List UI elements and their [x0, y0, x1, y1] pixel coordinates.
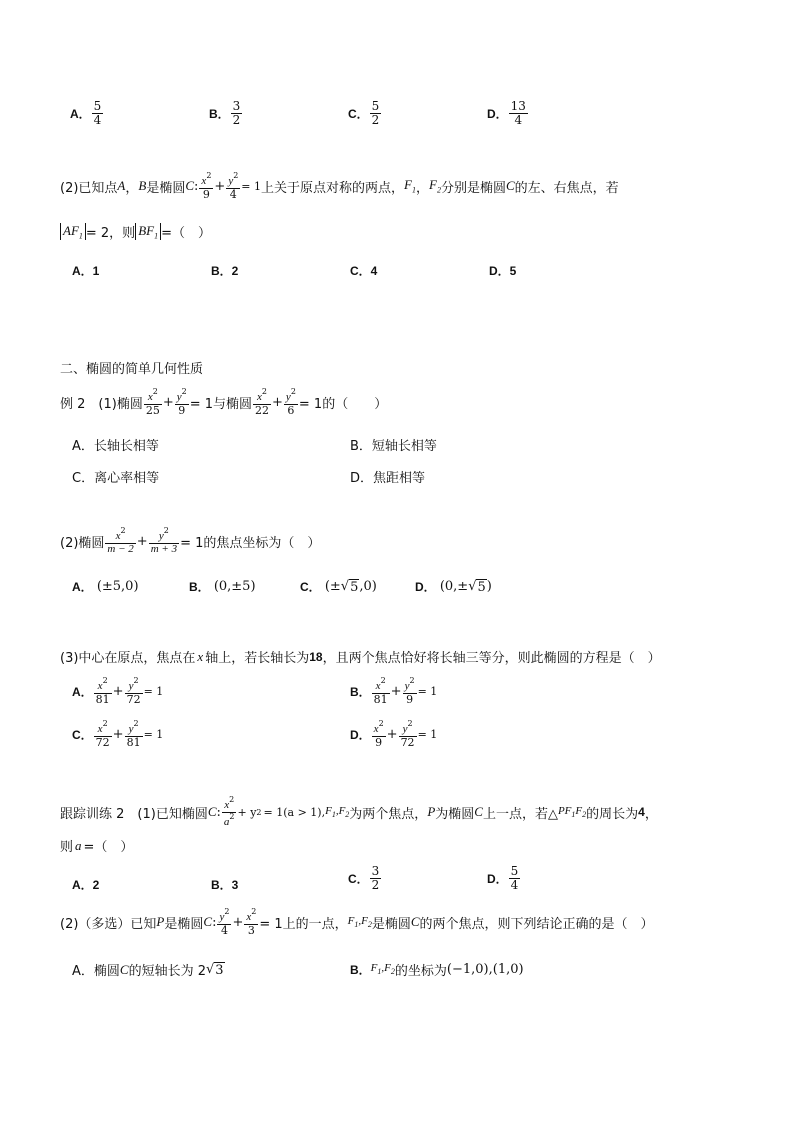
denominator: 4 [514, 112, 523, 127]
option-b: B． (0,±5) [189, 579, 256, 594]
var-a: A [117, 178, 126, 194]
track-2-1-line2: 则 a =（ ） [60, 837, 134, 855]
colon: : [194, 178, 199, 194]
fraction [370, 100, 382, 126]
prev-option-c [348, 100, 382, 126]
option-d: D． (0,± √ 5 ) [415, 579, 492, 595]
equals-one: = 1 [241, 179, 262, 193]
option-a: A．1 [72, 264, 100, 278]
denominator: 4 [93, 112, 102, 127]
var-c: C [505, 178, 515, 194]
var-y: y [228, 175, 234, 187]
denominator: 2 [232, 112, 241, 127]
stem-text: (2)已知点 [60, 180, 118, 196]
option-d: D． $\frac{x^2}{9}$ + $\frac{y^2}{72}$ = 1 [350, 719, 438, 749]
option-a: A． (±5,0) [72, 579, 139, 594]
denominator: 4 [229, 187, 237, 201]
option-a: A．长轴长相等 [72, 439, 159, 454]
option-label: D． [487, 106, 508, 121]
numerator: 5 [93, 99, 102, 113]
option-label: A． [70, 106, 91, 121]
option-label: C． [348, 106, 369, 121]
var-x: x [201, 175, 207, 187]
section-title: 二、椭圆的简单几何性质 [60, 362, 204, 377]
stem-text: = 2，则 [85, 226, 136, 241]
fraction-y2-4: $\frac{y^2}{4}$ [228, 171, 239, 201]
denominator: 9 [202, 187, 210, 201]
fraction-x2-9: $\frac{x^2}{9}$ [201, 171, 212, 201]
denominator: 2 [371, 112, 380, 127]
option-c: C．离心率相等 [72, 471, 160, 486]
stem-text: 例 2 (1)椭圆 [60, 396, 143, 412]
fraction [509, 100, 528, 126]
option-d: D．焦距相等 [350, 471, 426, 486]
option-b: B．短轴长相等 [350, 439, 437, 454]
stem-text: 分别是椭圆 [440, 180, 506, 196]
option-b: B．2 [211, 264, 239, 278]
option-c: C． $\frac{3}{2}$ [348, 864, 380, 892]
var-c: C [185, 178, 195, 194]
comma: ， [125, 180, 139, 196]
var-f2: $F_2$ [429, 177, 441, 195]
stem-text: =（ ） [161, 226, 211, 241]
fraction-x2-22: $\frac{x^2}{22}$ [255, 387, 270, 417]
fraction [92, 100, 104, 126]
track-2-2-stem: (2)（多选）已知 P 是椭圆 C : $\frac{y^2}{4}$ + $\frac{x^2}{3}$ = 1上的一点， $F_1,F_2$ 是椭圆 C 的两个焦点，则下列结论正确的是（ ） [60, 907, 654, 937]
fraction-x2-m-2: $\frac{x^2}{m - 2}$ [107, 526, 134, 555]
stem-text: 上关于原点对称的两点， [261, 180, 405, 196]
stem-text: = 1与椭圆 [189, 396, 253, 412]
fraction-y2-9: $\frac{y^2}{9}$ [176, 387, 187, 417]
stem-text: = 1的（ ） [298, 396, 388, 412]
var-b: B [138, 178, 147, 194]
option-a: A．2 [72, 878, 100, 892]
abs-bf1: $BF_1$ [135, 223, 161, 241]
stem-text: 的左、右焦点，若 [514, 180, 619, 196]
question-1-2-line2 [60, 222, 211, 241]
numerator: 3 [232, 99, 241, 113]
option-b: B． $\frac{x^2}{81}$ + $\frac{y^2}{9}$ = 1 [350, 676, 438, 706]
prev-option-d [487, 100, 529, 126]
option-a: A．椭圆 C 的短轴长为 2 √ 3 [72, 961, 224, 979]
option-c: C． (± √ 5 ,0) [300, 579, 377, 595]
option-label: B． [209, 106, 230, 121]
numerator: 13 [510, 99, 526, 113]
var-f1: $F_1$ [404, 177, 416, 195]
fraction [231, 100, 243, 126]
stem-text: (2)椭圆 [60, 535, 105, 551]
option-b: B． $F_1,F_2$ 的坐标为 (−1,0),(1,0) [350, 962, 524, 979]
example-2-3-stem: (3)中心在原点，焦点在 x 轴上，若长轴长为 18 ，且两个焦点恰好将长轴三等分，则此椭圆的方程是（ ） [60, 648, 661, 666]
stem-text: 是椭圆 [146, 180, 186, 196]
option-d: D．5 [489, 264, 517, 278]
stem-text: = 1的焦点坐标为（ ） [180, 535, 321, 551]
option-d: D． $\frac{5}{4}$ [487, 864, 519, 892]
example-2-2-stem: (2)椭圆 $\frac{x^2}{m - 2}$ + $\frac{y^2}{m + 3}$ = 1的焦点坐标为（ ） [60, 526, 321, 555]
fraction-y2-6: $\frac{y^2}{6}$ [285, 387, 296, 417]
option-a: A． $\frac{x^2}{81}$ + $\frac{y^2}{72}$ = 1 [72, 676, 164, 706]
track-2-1-stem: 跟踪训练 2 (1)已知椭圆 C : $\frac{x^2}{a^2}$ + y 2 = 1(a > 1), $F_1,F_2$ 为两个焦点， P 为椭圆 C 上一点，若△ $PF_1F_2$ 的周长为 4 ， [60, 795, 658, 828]
prev-option-b [209, 100, 243, 126]
example-2-1-stem: 例 2 (1)椭圆 $\frac{x^2}{25}$ + $\frac{y^2}{9}$ = 1与椭圆 $\frac{x^2}{22}$ + $\frac{y^2}{6}$ = 1的（ ） [60, 387, 388, 417]
option-b: B．3 [211, 878, 239, 892]
option-c: C． $\frac{x^2}{72}$ + $\frac{y^2}{81}$ = 1 [72, 719, 164, 749]
option-c: C．4 [350, 264, 378, 278]
abs-af1: $AF_1$ [60, 223, 86, 241]
fraction-y2-m-3: $\frac{y^2}{m + 3}$ [150, 526, 178, 555]
prev-option-a [70, 100, 104, 126]
question-1-2-stem: (2)已知点 A ， B 是椭圆 C : $\frac{x^2}{9}$ + $\frac{y^2}{4}$ = 1 上关于原点对称的两点， $F_1$ ， $F_2$ 分别是椭圆 C 的左、右焦点，若 [60, 171, 619, 201]
fraction-x2-25: $\frac{x^2}{25}$ [145, 387, 160, 417]
numerator: 5 [371, 99, 380, 113]
